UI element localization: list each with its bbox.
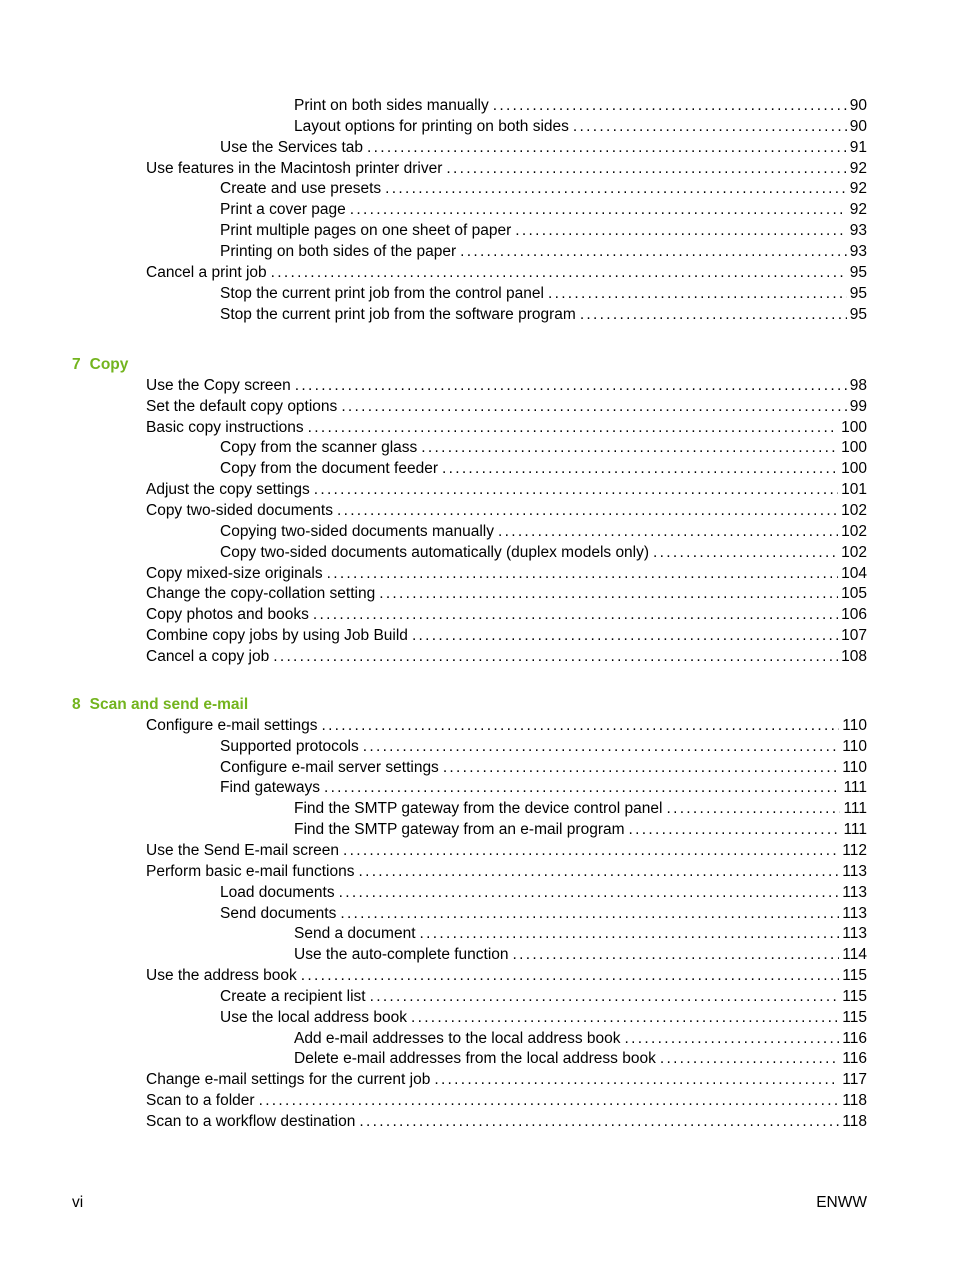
dot-leader xyxy=(359,1113,839,1131)
dot-leader xyxy=(341,398,846,416)
toc-entry-title: Scan to a folder xyxy=(146,1092,255,1110)
toc-entry-title: Stop the current print job from the software program xyxy=(220,305,576,323)
toc-entry-page: 92 xyxy=(849,201,867,219)
toc-entry-page: 113 xyxy=(842,925,867,943)
dot-leader xyxy=(327,565,839,583)
toc-entry[interactable] xyxy=(220,136,867,157)
dot-leader xyxy=(259,1092,840,1110)
toc-entry-title: Use the auto-complete function xyxy=(294,946,509,964)
toc-entry-title: Copy from the scanner glass xyxy=(220,439,418,457)
dot-leader xyxy=(295,377,847,395)
dot-leader xyxy=(412,627,838,645)
toc-entry[interactable] xyxy=(220,198,867,219)
toc-entry-page: 115 xyxy=(842,987,867,1005)
dot-leader xyxy=(513,946,840,964)
chapter-number: 8 xyxy=(72,696,81,713)
dot-leader xyxy=(363,738,840,756)
toc-entry[interactable] xyxy=(146,1068,867,1089)
dot-leader xyxy=(337,502,838,520)
toc-entry-title: Add e-mail addresses to the local address book xyxy=(294,1029,621,1047)
toc-entry-title: Configure e-mail server settings xyxy=(220,758,439,776)
toc-entry[interactable] xyxy=(220,219,867,240)
chapter-title: Copy xyxy=(89,356,129,373)
toc-entry-title: Change the copy-collation setting xyxy=(146,585,376,603)
toc-entry-title: Scan to a workflow destination xyxy=(146,1113,356,1130)
toc-entry-page: 100 xyxy=(841,418,867,436)
dot-leader xyxy=(273,648,838,666)
chapter-number: 7 xyxy=(72,356,81,373)
dot-leader xyxy=(660,1050,839,1068)
chapter-title: Scan and send e-mail xyxy=(89,696,249,713)
toc-entry-page: 118 xyxy=(842,1113,867,1130)
toc-entry[interactable] xyxy=(294,115,867,136)
toc-entry[interactable] xyxy=(220,436,867,457)
toc-entry[interactable] xyxy=(220,240,867,261)
dot-leader xyxy=(343,842,839,860)
toc-entry-page: 95 xyxy=(849,263,867,281)
toc-entry-title: Send a document xyxy=(294,925,416,943)
toc-entry-page: 110 xyxy=(842,758,867,776)
dot-leader xyxy=(446,160,846,178)
toc-entry-page: 113 xyxy=(842,904,867,922)
dot-leader xyxy=(442,460,838,478)
toc-entry[interactable] xyxy=(294,922,867,943)
toc-entry-page: 90 xyxy=(849,117,867,135)
toc-entry-page: 102 xyxy=(841,501,867,519)
toc-entry-page: 116 xyxy=(842,1050,867,1068)
toc-entry[interactable] xyxy=(294,1047,867,1068)
toc-entry-title: Set the default copy options xyxy=(146,397,338,415)
dot-leader xyxy=(411,1009,839,1027)
toc-entry[interactable] xyxy=(294,797,867,818)
toc-entry-title: Adjust the copy settings xyxy=(146,481,310,499)
toc-entry-title: Combine copy jobs by using Job Build xyxy=(146,627,408,645)
dot-leader xyxy=(314,481,838,499)
dot-leader xyxy=(340,905,839,923)
dot-leader xyxy=(271,264,847,282)
toc-entry-page: 104 xyxy=(841,564,867,582)
toc-entry[interactable] xyxy=(220,985,867,1006)
toc-entry-title: Copy mixed-size originals xyxy=(146,564,323,582)
toc-entry[interactable] xyxy=(146,860,867,881)
toc-entry[interactable] xyxy=(220,520,867,541)
toc-entry[interactable] xyxy=(146,645,867,666)
dot-leader xyxy=(443,759,839,777)
toc-entry-title: Copy two-sided documents automatically (duplex models only) xyxy=(220,543,650,561)
toc-entry-title: Find the SMTP gateway from an e-mail program xyxy=(294,821,625,839)
toc-entry-page: 115 xyxy=(842,967,867,985)
toc-entry-page: 92 xyxy=(849,180,867,198)
toc-entry[interactable] xyxy=(146,395,867,416)
toc-entry-title: Use the local address book xyxy=(220,1008,407,1026)
toc-entry[interactable] xyxy=(146,1089,867,1110)
toc-entry-title: Use features in the Macintosh printer driver xyxy=(146,159,443,177)
toc-entry-title: Supported protocols xyxy=(220,737,359,755)
toc-entry-page: 115 xyxy=(842,1008,867,1026)
toc-entry-title: Basic copy instructions xyxy=(146,418,304,436)
toc-entry-page: 101 xyxy=(841,481,867,499)
toc-entry[interactable] xyxy=(220,282,867,303)
toc-entry-page: 112 xyxy=(842,841,867,859)
toc-entry[interactable] xyxy=(146,157,867,178)
dot-leader xyxy=(460,243,847,261)
toc-entry[interactable] xyxy=(220,735,867,756)
toc-entry-page: 117 xyxy=(842,1071,867,1089)
toc-entry-title: Use the Services tab xyxy=(220,138,364,156)
toc-entry-title: Perform basic e-mail functions xyxy=(146,862,355,880)
toc-entry[interactable] xyxy=(146,714,867,735)
dot-leader xyxy=(515,222,847,240)
toc-entry-page: 98 xyxy=(849,376,867,394)
toc-entry-title: Cancel a copy job xyxy=(146,647,270,665)
toc-entry-title: Load documents xyxy=(220,883,335,901)
toc-entry-page: 99 xyxy=(849,397,867,415)
toc-entry-page: 106 xyxy=(841,606,867,624)
toc-entry-title: Change e-mail settings for the current job xyxy=(146,1071,431,1089)
toc-entry-title: Printing on both sides of the paper xyxy=(220,242,457,260)
toc-entry[interactable] xyxy=(220,881,867,902)
toc-entry[interactable] xyxy=(146,1110,867,1131)
toc-entry[interactable] xyxy=(146,582,867,603)
toc-entry[interactable] xyxy=(146,261,867,282)
toc-entry-title: Find gateways xyxy=(220,779,320,797)
toc-entry-page: 108 xyxy=(841,647,867,665)
toc-entry-page: 102 xyxy=(841,522,867,540)
dot-leader xyxy=(339,884,840,902)
toc-entry-page: 93 xyxy=(849,242,867,260)
toc-entry[interactable] xyxy=(220,177,867,198)
toc-entry-page: 111 xyxy=(843,821,867,839)
dot-leader xyxy=(625,1030,840,1048)
toc-entry-page: 100 xyxy=(841,460,867,478)
toc-entry[interactable] xyxy=(294,943,867,964)
dot-leader xyxy=(434,1071,839,1089)
toc-entry-page: 100 xyxy=(841,439,867,457)
dot-leader xyxy=(573,118,847,136)
toc-entry-title: Cancel a print job xyxy=(146,263,267,281)
toc-entry-page: 92 xyxy=(849,159,867,177)
toc-entry-title: Copy from the document feeder xyxy=(220,460,438,478)
toc-entry[interactable] xyxy=(220,776,867,797)
dot-leader xyxy=(580,306,847,324)
dot-leader xyxy=(358,863,839,881)
toc-entry-page: 93 xyxy=(849,222,867,240)
toc-entry-title: Send documents xyxy=(220,904,337,922)
dot-leader xyxy=(324,779,840,797)
toc-entry-title: Print a cover page xyxy=(220,201,346,219)
toc-entry-page: 118 xyxy=(842,1092,867,1110)
dot-leader xyxy=(308,419,838,437)
toc-entry[interactable] xyxy=(220,902,867,923)
toc-entry[interactable] xyxy=(146,839,867,860)
chapter-heading xyxy=(72,696,248,714)
toc-entry-page: 110 xyxy=(842,716,867,734)
page-number-footer: vi xyxy=(72,1194,84,1211)
toc-entry[interactable] xyxy=(146,964,867,985)
toc-entry-title: Layout options for printing on both sides xyxy=(294,117,569,135)
toc-entry-page: 113 xyxy=(842,883,867,901)
toc-entry-title: Print multiple pages on one sheet of paper xyxy=(220,222,512,240)
dot-leader xyxy=(629,821,841,839)
toc-entry-title: Create and use presets xyxy=(220,180,382,198)
toc-entry[interactable] xyxy=(220,541,867,562)
toc-entry-page: 114 xyxy=(842,946,867,964)
toc-entry-title: Copy two-sided documents xyxy=(146,501,333,519)
toc-entry-page: 111 xyxy=(843,800,867,818)
dot-leader xyxy=(370,988,840,1006)
toc-entry-page: 105 xyxy=(841,585,867,603)
toc-entry[interactable] xyxy=(220,756,867,777)
toc-entry-title: Stop the current print job from the control panel xyxy=(220,284,544,302)
toc-entry-page: 91 xyxy=(849,138,867,156)
toc-entry-page: 107 xyxy=(841,627,867,645)
document-code-footer: ENWW xyxy=(816,1194,867,1211)
toc-entry[interactable] xyxy=(294,818,867,839)
dot-leader xyxy=(548,285,847,303)
toc-entry[interactable] xyxy=(294,94,867,115)
toc-entry[interactable] xyxy=(294,1027,867,1048)
toc-entry-title: Create a recipient list xyxy=(220,987,366,1005)
toc-entry-title: Copying two-sided documents manually xyxy=(220,522,494,540)
toc-entry[interactable] xyxy=(220,303,867,324)
chapter-heading xyxy=(72,356,128,374)
toc-entry[interactable] xyxy=(146,374,867,395)
dot-leader xyxy=(379,585,838,603)
toc-entry-page: 102 xyxy=(841,543,867,561)
toc-entry[interactable] xyxy=(146,499,867,520)
toc-entry-title: Use the Send E-mail screen xyxy=(146,841,339,859)
toc-entry-title: Copy photos and books xyxy=(146,606,309,624)
toc-entry-title: Print on both sides manually xyxy=(294,97,489,114)
dot-leader xyxy=(301,967,839,985)
toc-entry-title: Use the Copy screen xyxy=(146,376,291,394)
toc-entry-page: 116 xyxy=(842,1029,867,1047)
toc-entry-title: Delete e-mail addresses from the local address book xyxy=(294,1050,656,1068)
toc-entry-title: Find the SMTP gateway from the device control panel xyxy=(294,800,663,818)
toc-entry[interactable] xyxy=(146,562,867,583)
dot-leader xyxy=(653,544,838,562)
dot-leader xyxy=(493,97,847,115)
toc-entry-page: 111 xyxy=(843,779,867,797)
toc-entry-page: 95 xyxy=(849,284,867,302)
toc-entry[interactable] xyxy=(220,1006,867,1027)
dot-leader xyxy=(313,606,838,624)
toc-entry[interactable] xyxy=(146,478,867,499)
toc-entry[interactable] xyxy=(220,457,867,478)
toc-entry-title: Use the address book xyxy=(146,967,297,985)
toc-entry-title: Configure e-mail settings xyxy=(146,716,318,734)
dot-leader xyxy=(498,523,838,541)
dot-leader xyxy=(421,439,838,457)
toc-entry[interactable] xyxy=(146,416,867,437)
dot-leader xyxy=(420,925,840,943)
toc-entry-page: 95 xyxy=(849,305,867,323)
toc-entry-page: 110 xyxy=(842,737,867,755)
toc-entry-page: 113 xyxy=(842,862,867,880)
dot-leader xyxy=(350,201,847,219)
dot-leader xyxy=(367,139,847,157)
dot-leader xyxy=(385,180,847,198)
dot-leader xyxy=(321,717,839,735)
toc-entry-page: 90 xyxy=(849,97,867,114)
toc-entry[interactable] xyxy=(146,603,867,624)
toc-entry[interactable] xyxy=(146,624,867,645)
dot-leader xyxy=(666,800,840,818)
